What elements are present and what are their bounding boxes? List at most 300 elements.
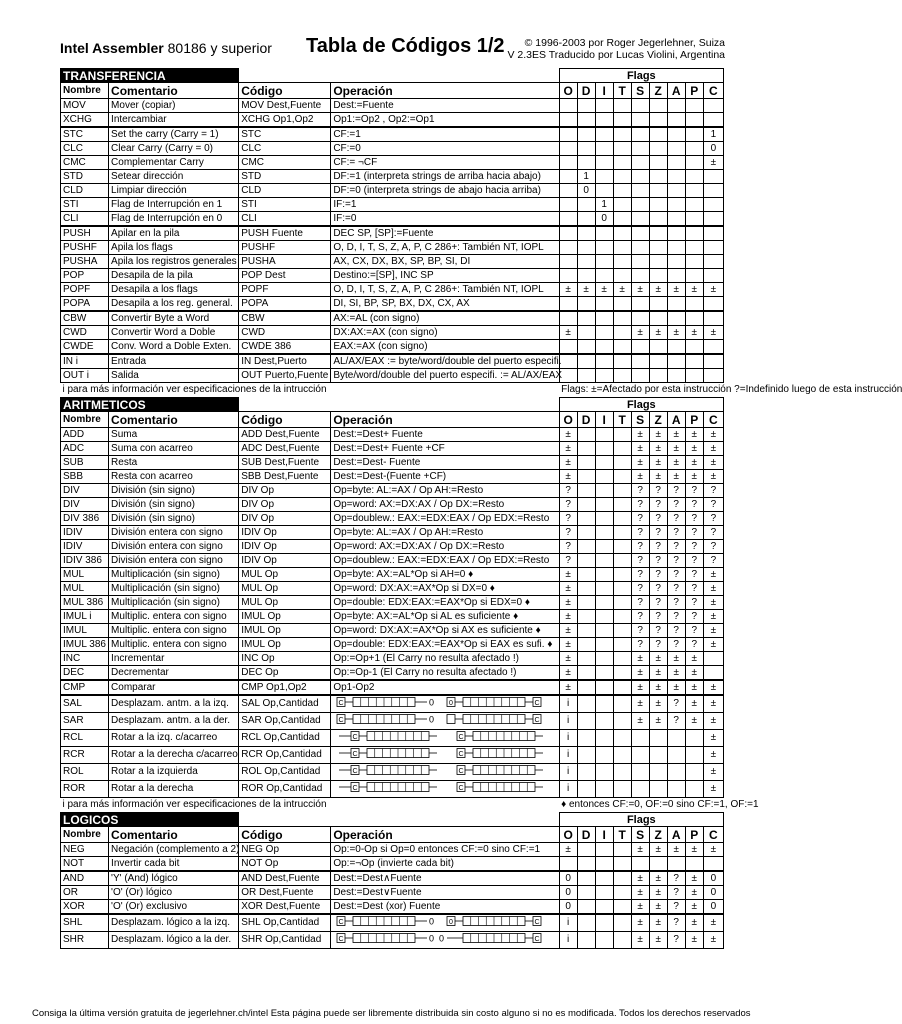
- flag-A: ?: [667, 871, 685, 886]
- col-operacion: Operación: [331, 827, 559, 843]
- instr-operation: Op=byte: AX:=AL*Op si AL es suficiente ♦: [331, 610, 559, 624]
- instr-name: ROL: [61, 764, 109, 781]
- instr-comment: Apila los flags: [109, 241, 239, 255]
- flag-Z: ?: [649, 596, 667, 610]
- instr-code: MUL Op: [239, 568, 331, 582]
- table-row: [61, 666, 724, 681]
- table-row: [61, 914, 724, 932]
- flag-A: [667, 212, 685, 227]
- flag-S: ±: [631, 871, 649, 886]
- flag-D: [577, 255, 595, 269]
- flag-D: [577, 695, 595, 713]
- flag-T: [613, 610, 631, 624]
- flag-Z: ?: [649, 554, 667, 568]
- table-row: [61, 369, 724, 383]
- table-row: [61, 568, 724, 582]
- instr-code: SUB Dest,Fuente: [239, 456, 331, 470]
- table-row: [61, 297, 724, 312]
- svg-text:0: 0: [429, 933, 435, 944]
- instr-operation: Op=word: AX:=DX:AX / Op DX:=Resto: [331, 498, 559, 512]
- flag-P: ±: [685, 900, 703, 915]
- flag-S: ?: [631, 568, 649, 582]
- flags-label: Flags: [559, 398, 723, 412]
- instr-code: SAL Op,Cantidad: [239, 695, 331, 713]
- flag-P: ±: [685, 470, 703, 484]
- instr-operation: O, D, I, T, S, Z, A, P, C 286+: También NT, IOPL: [331, 241, 559, 255]
- table-row: [61, 747, 724, 764]
- table-row: [61, 498, 724, 512]
- flag-Z: [649, 99, 667, 113]
- flag-D: [577, 610, 595, 624]
- instr-code: PUSHF: [239, 241, 331, 255]
- flag-P: [685, 198, 703, 212]
- instr-code: PUSHA: [239, 255, 331, 269]
- table-row: [61, 730, 724, 747]
- instr-name: PUSHA: [61, 255, 109, 269]
- flag-D: [577, 666, 595, 681]
- flag-C: [703, 212, 723, 227]
- flag-C: ±: [703, 747, 723, 764]
- instr-comment: 'Y' (And) lógico: [109, 871, 239, 886]
- flag-S: ?: [631, 624, 649, 638]
- flag-O: ±: [559, 638, 577, 652]
- instr-operation: AX:=AL (con signo): [331, 311, 559, 326]
- flag-Z: ±: [649, 713, 667, 730]
- instr-name: CLC: [61, 142, 109, 156]
- table-row: [61, 241, 724, 255]
- flag-C: [703, 255, 723, 269]
- table-row: [61, 764, 724, 781]
- flag-T: [613, 747, 631, 764]
- flag-A: ?: [667, 596, 685, 610]
- instr-code: SHL Op,Cantidad: [239, 914, 331, 932]
- flag-Z: ±: [649, 871, 667, 886]
- instr-comment: Rotar a la izquierda: [109, 764, 239, 781]
- instr-name: PUSH: [61, 226, 109, 241]
- flag-A: ?: [667, 582, 685, 596]
- flag-I: [595, 156, 613, 170]
- flag-I: [595, 99, 613, 113]
- instr-name: ADD: [61, 428, 109, 442]
- flag-O: ±: [559, 624, 577, 638]
- flag-C: ?: [703, 554, 723, 568]
- flag-A: [667, 369, 685, 383]
- flag-C: ?: [703, 512, 723, 526]
- instr-operation: Op=word: DX:AX:=AX*Op si DX=0 ♦: [331, 582, 559, 596]
- flag-S: ±: [631, 914, 649, 932]
- table-row: [61, 442, 724, 456]
- flag-D: [577, 470, 595, 484]
- flag-T: [613, 184, 631, 198]
- copyright: © 1996-2003 por Roger Jegerlehner, Suiza: [524, 37, 725, 49]
- flag-P: ?: [685, 610, 703, 624]
- instr-name: ROR: [61, 781, 109, 798]
- instr-operation: O, D, I, T, S, Z, A, P, C 286+: También NT, IOPL: [331, 283, 559, 297]
- flag-Z: ±: [649, 442, 667, 456]
- flag-P: [685, 212, 703, 227]
- instr-operation: [331, 932, 559, 949]
- flag-Z: [649, 730, 667, 747]
- translator: V 2.3ES Traducido por Lucas Violini, Argentina: [507, 49, 725, 61]
- flag-S: ±: [631, 932, 649, 949]
- flag-D: [577, 354, 595, 369]
- flag-I: [595, 540, 613, 554]
- flag-T: [613, 730, 631, 747]
- flag-P: [685, 113, 703, 128]
- instr-name: DIV: [61, 484, 109, 498]
- instr-operation: [331, 730, 559, 747]
- flag-S: [631, 764, 649, 781]
- flag-P: [685, 354, 703, 369]
- flag-D: [577, 568, 595, 582]
- table-row: [61, 269, 724, 283]
- flag-A: ?: [667, 540, 685, 554]
- flag-O: [559, 241, 577, 255]
- flag-C: [703, 666, 723, 681]
- instr-code: MUL Op: [239, 582, 331, 596]
- table-row: [61, 127, 724, 142]
- table-row: [61, 843, 724, 857]
- instr-name: IDIV 386: [61, 554, 109, 568]
- flag-A: [667, 241, 685, 255]
- flag-Z: ±: [649, 900, 667, 915]
- instr-comment: Invertir cada bit: [109, 857, 239, 872]
- flag-O: [559, 226, 577, 241]
- flag-Z: ?: [649, 512, 667, 526]
- flag-I: [595, 843, 613, 857]
- flag-P: [685, 340, 703, 355]
- blank-cell: [239, 398, 559, 412]
- instr-operation: AL/AX/EAX := byte/word/double del puerto especifi.: [331, 354, 559, 369]
- instr-comment: Desapila de la pila: [109, 269, 239, 283]
- instr-name: PUSHF: [61, 241, 109, 255]
- flag-S: [631, 198, 649, 212]
- table-row: [61, 326, 724, 340]
- flag-Z: [649, 269, 667, 283]
- flag-T: [613, 886, 631, 900]
- flag-A: [667, 730, 685, 747]
- instr-operation: Op1:=Op2 , Op2:=Op1: [331, 113, 559, 128]
- shift-diagram: [331, 696, 551, 708]
- flag-S: [631, 127, 649, 142]
- flag-P: ±: [685, 652, 703, 666]
- flag-C: ?: [703, 498, 723, 512]
- flag-O: 0: [559, 871, 577, 886]
- flag-C: [703, 113, 723, 128]
- instr-code: XCHG Op1,Op2: [239, 113, 331, 128]
- flag-O: ±: [559, 470, 577, 484]
- table-row: [61, 283, 724, 297]
- flag-I: [595, 666, 613, 681]
- flag-O: 0: [559, 900, 577, 915]
- flag-C: ±: [703, 781, 723, 798]
- flag-col-P: P: [685, 827, 703, 843]
- flag-O: ±: [559, 442, 577, 456]
- instr-comment: Setear dirección: [109, 170, 239, 184]
- instr-name: XOR: [61, 900, 109, 915]
- instr-comment: División (sin signo): [109, 484, 239, 498]
- column-header: [61, 827, 724, 843]
- flag-D: [577, 582, 595, 596]
- flag-S: ?: [631, 610, 649, 624]
- flag-I: ±: [595, 283, 613, 297]
- flag-S: ±: [631, 886, 649, 900]
- instr-operation: Dest:=Dest- Fuente: [331, 456, 559, 470]
- flag-T: [613, 638, 631, 652]
- instr-comment: Incrementar: [109, 652, 239, 666]
- flag-D: [577, 113, 595, 128]
- flag-T: [613, 456, 631, 470]
- flag-C: [703, 340, 723, 355]
- flag-A: ?: [667, 498, 685, 512]
- flag-I: [595, 624, 613, 638]
- flag-C: ±: [703, 456, 723, 470]
- flag-T: [613, 764, 631, 781]
- flag-P: ?: [685, 512, 703, 526]
- flag-A: ±: [667, 680, 685, 695]
- flag-D: [577, 638, 595, 652]
- flag-T: [613, 554, 631, 568]
- flag-Z: [649, 311, 667, 326]
- flag-P: [685, 241, 703, 255]
- flag-O: ?: [559, 540, 577, 554]
- instr-name: CMC: [61, 156, 109, 170]
- instr-comment: Comparar: [109, 680, 239, 695]
- flag-O: ±: [559, 666, 577, 681]
- flag-O: [559, 127, 577, 142]
- flag-I: [595, 554, 613, 568]
- flag-P: ?: [685, 526, 703, 540]
- instr-operation: Destino:=[SP], INC SP: [331, 269, 559, 283]
- flag-D: [577, 156, 595, 170]
- table-row: [61, 540, 724, 554]
- instr-code: STI: [239, 198, 331, 212]
- svg-text:C: C: [338, 717, 344, 724]
- flag-C: ±: [703, 932, 723, 949]
- flag-P: ?: [685, 582, 703, 596]
- flag-O: ±: [559, 326, 577, 340]
- flag-P: [685, 170, 703, 184]
- flag-I: [595, 871, 613, 886]
- flag-I: [595, 442, 613, 456]
- flag-A: [667, 857, 685, 872]
- column-header: [61, 83, 724, 99]
- instr-comment: Desapila a los flags: [109, 283, 239, 297]
- flag-P: ±: [685, 326, 703, 340]
- flag-T: [613, 428, 631, 442]
- flag-P: [685, 311, 703, 326]
- flag-Z: ±: [649, 283, 667, 297]
- instr-comment: Multiplicación (sin signo): [109, 568, 239, 582]
- instr-code: CLD: [239, 184, 331, 198]
- instr-operation: DI, SI, BP, SP, BX, DX, CX, AX: [331, 297, 559, 312]
- flag-S: [631, 354, 649, 369]
- note-right: Flags: ±=Afectado por esta instrucción ?=Indefinido luego de esta instrucción: [561, 384, 902, 395]
- flag-col-Z: Z: [649, 83, 667, 99]
- instr-comment: Suma con acarreo: [109, 442, 239, 456]
- instr-comment: Entrada: [109, 354, 239, 369]
- flag-col-I: I: [595, 83, 613, 99]
- flag-Z: [649, 255, 667, 269]
- flag-S: [631, 170, 649, 184]
- instr-operation: Op:=Op+1 (El Carry no resulta afectado !): [331, 652, 559, 666]
- table-row: [61, 170, 724, 184]
- flag-col-S: S: [631, 412, 649, 428]
- table-row: [61, 695, 724, 713]
- instr-name: INC: [61, 652, 109, 666]
- flag-I: [595, 568, 613, 582]
- instr-name: SUB: [61, 456, 109, 470]
- flag-Z: ±: [649, 470, 667, 484]
- shift-diagram: [331, 932, 551, 944]
- flag-D: [577, 652, 595, 666]
- instr-name: POPA: [61, 297, 109, 312]
- flag-T: [613, 241, 631, 255]
- flag-I: [595, 652, 613, 666]
- instr-comment: Apila los registros generales: [109, 255, 239, 269]
- flag-P: ±: [685, 914, 703, 932]
- instr-operation: Op:=0-Op si Op=0 entonces CF:=0 sino CF:=1: [331, 843, 559, 857]
- flag-S: [631, 857, 649, 872]
- flag-T: [613, 484, 631, 498]
- instr-comment: Rotar a la derecha: [109, 781, 239, 798]
- table-row: [61, 932, 724, 949]
- section-title: ARITMETICOS: [61, 398, 239, 412]
- flag-Z: ?: [649, 568, 667, 582]
- flag-I: [595, 610, 613, 624]
- table-row: [61, 610, 724, 624]
- flag-I: [595, 269, 613, 283]
- flag-Z: [649, 764, 667, 781]
- instr-code: NOT Op: [239, 857, 331, 872]
- instr-operation: [331, 713, 559, 730]
- flag-A: ±: [667, 666, 685, 681]
- table-row: [61, 156, 724, 170]
- flag-T: [613, 932, 631, 949]
- flag-O: [559, 297, 577, 312]
- flag-O: ±: [559, 568, 577, 582]
- flag-C: ±: [703, 596, 723, 610]
- instr-operation: [331, 914, 559, 932]
- flag-P: [685, 156, 703, 170]
- flag-S: ±: [631, 713, 649, 730]
- flag-D: [577, 142, 595, 156]
- flag-I: [595, 354, 613, 369]
- flag-I: [595, 498, 613, 512]
- flag-I: [595, 526, 613, 540]
- flag-C: ±: [703, 764, 723, 781]
- instr-operation: DF:=1 (interpreta strings de arriba hacia abajo): [331, 170, 559, 184]
- table-row: [61, 456, 724, 470]
- instr-operation: Dest:=Dest∧Fuente: [331, 871, 559, 886]
- svg-text:C: C: [352, 768, 358, 775]
- flag-P: [685, 184, 703, 198]
- instr-name: CWD: [61, 326, 109, 340]
- flag-A: [667, 764, 685, 781]
- flag-P: [685, 142, 703, 156]
- table-row: [61, 184, 724, 198]
- flag-C: [703, 311, 723, 326]
- flag-C: [703, 857, 723, 872]
- svg-text:C: C: [458, 768, 464, 775]
- instr-code: MOV Dest,Fuente: [239, 99, 331, 113]
- flag-I: [595, 142, 613, 156]
- flag-D: [577, 311, 595, 326]
- flag-P: ?: [685, 638, 703, 652]
- flag-S: [631, 255, 649, 269]
- flag-T: [613, 695, 631, 713]
- instr-name: SAR: [61, 713, 109, 730]
- instr-comment: Desplazam. antm. a la der.: [109, 713, 239, 730]
- instr-code: RCR Op,Cantidad: [239, 747, 331, 764]
- instr-operation: EAX:=AX (con signo): [331, 340, 559, 355]
- flag-O: [559, 198, 577, 212]
- flag-D: [577, 554, 595, 568]
- flag-A: [667, 340, 685, 355]
- flag-O: [559, 269, 577, 283]
- flag-I: [595, 695, 613, 713]
- flag-O: ±: [559, 456, 577, 470]
- instr-name: STD: [61, 170, 109, 184]
- flag-O: [559, 184, 577, 198]
- instr-comment: Mover (copiar): [109, 99, 239, 113]
- flag-A: ±: [667, 442, 685, 456]
- svg-text:C: C: [458, 751, 464, 758]
- instr-code: CWDE 386: [239, 340, 331, 355]
- instr-code: OUT Puerto,Fuente: [239, 369, 331, 383]
- flag-T: [613, 340, 631, 355]
- flag-O: 0: [559, 886, 577, 900]
- flag-C: ±: [703, 680, 723, 695]
- flag-P: ±: [685, 871, 703, 886]
- instr-name: SHL: [61, 914, 109, 932]
- section-title: LOGICOS: [61, 813, 239, 827]
- column-header: [61, 412, 724, 428]
- flag-Z: ±: [649, 914, 667, 932]
- instr-code: CMC: [239, 156, 331, 170]
- instr-operation: Op=byte: AL:=AX / Op AH:=Resto: [331, 484, 559, 498]
- flag-D: [577, 680, 595, 695]
- flag-O: ?: [559, 512, 577, 526]
- instr-operation: DF:=0 (interpreta strings de abajo hacia arriba): [331, 184, 559, 198]
- svg-text:C: C: [338, 936, 344, 943]
- flag-C: [703, 354, 723, 369]
- instr-comment: Suma: [109, 428, 239, 442]
- flag-C: ±: [703, 283, 723, 297]
- flag-D: [577, 843, 595, 857]
- flag-col-T: T: [613, 412, 631, 428]
- flag-col-I: I: [595, 827, 613, 843]
- instr-code: RCL Op,Cantidad: [239, 730, 331, 747]
- instr-code: AND Dest,Fuente: [239, 871, 331, 886]
- table-row: [61, 255, 724, 269]
- flag-T: [613, 652, 631, 666]
- instr-name: RCL: [61, 730, 109, 747]
- instr-code: IMUL Op: [239, 610, 331, 624]
- flag-A: [667, 184, 685, 198]
- flag-I: [595, 297, 613, 312]
- instr-code: ROR Op,Cantidad: [239, 781, 331, 798]
- table-row: [61, 871, 724, 886]
- flag-C: 0: [703, 871, 723, 886]
- shift-diagram: [331, 730, 551, 742]
- flag-P: [685, 269, 703, 283]
- instr-name: OR: [61, 886, 109, 900]
- flag-A: [667, 198, 685, 212]
- flag-D: [577, 297, 595, 312]
- flag-D: [577, 781, 595, 798]
- table-row: [61, 311, 724, 326]
